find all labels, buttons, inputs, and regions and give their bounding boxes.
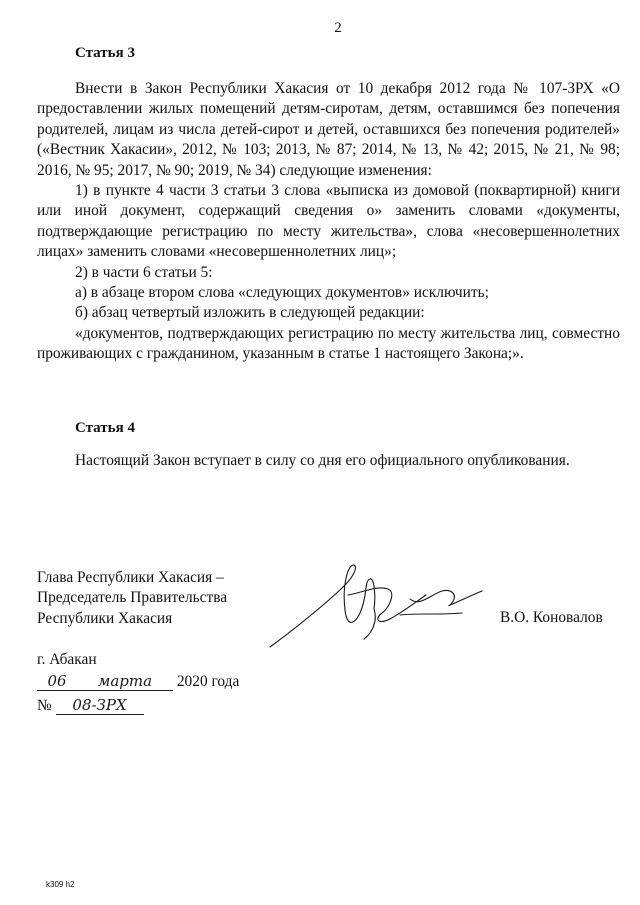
- date-line: [37, 672, 277, 696]
- signatory-title-line-2: Председатель Правительства: [37, 589, 228, 607]
- signatory-title-line-3: Республики Хакасия: [37, 609, 173, 627]
- article-3-item-2a: а) в абзаце втором слова «следующих документов» исключить;: [75, 284, 489, 302]
- footer-code: k309 h2: [46, 880, 75, 889]
- date-month: марта: [77, 672, 173, 691]
- handwritten-signature: [250, 555, 490, 655]
- law-number-line: [37, 696, 277, 720]
- date-year: 2020 года: [176, 673, 240, 690]
- article-3-item-2b: б) абзац четвертый изложить в следующей редакции:: [75, 304, 425, 322]
- signatory-name: В.О. Коновалов: [500, 609, 603, 626]
- article-3-item-2b-text: «документов, подтверждающих регистрацию по месту жительства лиц, совместно проживающих с гражданином, указанным в статье 1 настоящего Закона;».: [37, 324, 620, 363]
- article-4-body: [37, 451, 620, 471]
- date-day: 06: [37, 672, 77, 691]
- article-3-item-1: 1) в пункте 4 части 3 статьи 3 слова «выписка из домовой (поквартирной) книги или иной документ, содержащий сведения о» заменить словами «документы, подтверждающие регистрацию по месту жительства», слова «несовершеннолетних лицах» заменить словами «несовершеннолетних лиц»;: [37, 182, 620, 261]
- article-4-text: Настоящий Закон вступает в силу со дня его официального опубликования.: [75, 452, 570, 469]
- article-3-body: [37, 79, 620, 365]
- city: г. Абакан: [37, 651, 97, 668]
- signatory-title-line-1: Глава Республики Хакасия –: [37, 569, 224, 586]
- page-number: 2: [334, 20, 342, 36]
- article-3-heading: Статья 3: [75, 45, 135, 61]
- law-number: 08-ЗРХ: [56, 696, 144, 715]
- article-4-heading: Статья 4: [75, 420, 135, 436]
- article-3-item-2: 2) в части 6 статьи 5:: [75, 263, 213, 281]
- article-3-intro: Внести в Закон Республики Хакасия от 10 декабря 2012 года № 107-ЗРХ «О предоставлении жилых помещений детям-сиротам, детям, оставшимся без попечения родителей, лицам из числа детей-сирот и детей, оставшихся без попечения родителей» («Вестник Хакасии», 2012, № 103; 2013, № 87; 2014, № 13, № 42; 2015, № 21, № 98; 2016, № 95; 2017, № 90; 2019, № 34) следующие изменения:: [37, 80, 620, 179]
- law-number-prefix: №: [37, 697, 52, 714]
- signatory-title: [37, 568, 227, 629]
